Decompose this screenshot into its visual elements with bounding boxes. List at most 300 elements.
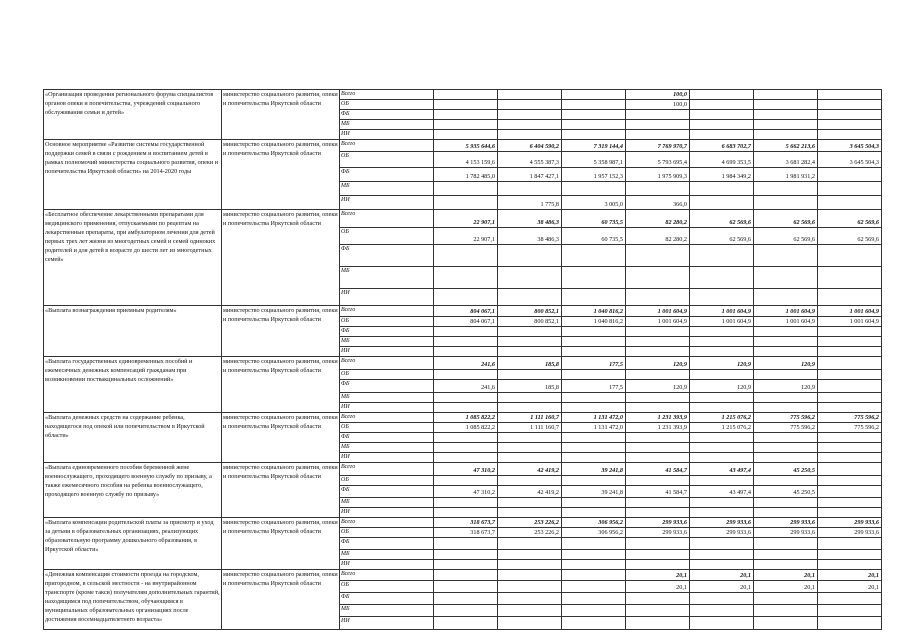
funding-source-cell: Всего <box>340 413 434 423</box>
amount-cell <box>498 443 562 453</box>
funding-source-cell: Всего <box>340 357 434 370</box>
amount-cell <box>754 196 818 210</box>
amount-cell: 185,8 <box>498 380 562 393</box>
amount-cell: 318 673,7 <box>434 518 498 528</box>
amount-cell <box>754 550 818 560</box>
amount-cell <box>818 110 882 120</box>
amount-cell <box>626 327 690 337</box>
amount-cell: 185,8 <box>498 357 562 370</box>
amount-cell: 299 933,6 <box>754 528 818 538</box>
amount-cell <box>562 403 626 413</box>
amount-cell <box>754 498 818 508</box>
amount-cell <box>434 593 498 605</box>
amount-cell <box>498 100 562 110</box>
amount-cell <box>562 498 626 508</box>
funding-source-cell: МБ <box>340 182 434 196</box>
funding-source-cell: ИИ <box>340 289 434 306</box>
amount-cell: 43 497,4 <box>690 486 754 498</box>
amount-cell <box>818 370 882 380</box>
amount-cell: 804 067,1 <box>434 317 498 327</box>
funding-source-cell: Всего <box>340 463 434 476</box>
amount-cell <box>498 267 562 289</box>
amount-cell <box>498 433 562 443</box>
amount-cell <box>754 443 818 453</box>
funding-source-cell: ИИ <box>340 196 434 210</box>
amount-cell: 62 569,6 <box>818 210 882 228</box>
amount-cell <box>818 550 882 560</box>
amount-cell <box>818 267 882 289</box>
amount-cell: 7 769 970,7 <box>626 140 690 152</box>
amount-cell <box>562 476 626 486</box>
amount-cell <box>498 605 562 617</box>
funding-source-cell: ФБ <box>340 593 434 605</box>
amount-cell <box>434 267 498 289</box>
funding-source-cell: Всего <box>340 210 434 228</box>
amount-cell: 1 001 604,9 <box>690 306 754 317</box>
amount-cell: 318 673,7 <box>434 528 498 538</box>
amount-cell <box>562 90 626 100</box>
amount-cell: 299 933,6 <box>626 518 690 528</box>
amount-cell: 120,9 <box>754 357 818 370</box>
amount-cell: 120,9 <box>754 380 818 393</box>
amount-cell: 1 231 393,9 <box>626 423 690 433</box>
amount-cell: 20,1 <box>690 570 754 581</box>
amount-cell <box>690 267 754 289</box>
amount-cell <box>562 245 626 267</box>
amount-cell <box>434 538 498 550</box>
funding-source-cell: ИИ <box>340 508 434 518</box>
amount-cell: 299 933,6 <box>626 528 690 538</box>
amount-cell <box>818 593 882 605</box>
amount-cell: 100,0 <box>626 100 690 110</box>
amount-cell: 20,1 <box>754 570 818 581</box>
amount-cell <box>626 593 690 605</box>
measure-name-cell: «Выплата компенсации родительской платы за присмотр и уход за детьми в образовательных организациях, реализующих образовательную программу дошкольного образования, в Иркутской области» <box>44 518 222 570</box>
amount-cell <box>498 403 562 413</box>
amount-cell: 775 596,2 <box>818 413 882 423</box>
amount-cell <box>626 433 690 443</box>
amount-cell <box>626 403 690 413</box>
amount-cell <box>818 508 882 518</box>
amount-cell <box>434 100 498 110</box>
amount-cell <box>562 267 626 289</box>
amount-cell: 1 847 427,1 <box>498 168 562 182</box>
amount-cell <box>498 393 562 403</box>
funding-source-cell: ИИ <box>340 617 434 630</box>
amount-cell: 3 005,0 <box>562 196 626 210</box>
amount-cell <box>818 130 882 140</box>
amount-cell <box>690 182 754 196</box>
amount-cell <box>690 327 754 337</box>
measure-name-cell: «Выплата государственных единовременных пособий и ежемесячных денежных компенсаций гражданам при возникновении поствакцинальных осложнений» <box>44 357 222 413</box>
amount-cell <box>818 393 882 403</box>
amount-cell <box>562 443 626 453</box>
amount-cell: 299 933,6 <box>754 518 818 528</box>
funding-source-cell: МБ <box>340 605 434 617</box>
funding-source-cell: ОБ <box>340 581 434 593</box>
funding-source-cell: ФБ <box>340 538 434 550</box>
table-row-total <box>44 570 882 581</box>
amount-cell <box>562 370 626 380</box>
amount-cell <box>818 380 882 393</box>
amount-cell <box>434 617 498 630</box>
amount-cell <box>562 560 626 570</box>
amount-cell <box>626 393 690 403</box>
amount-cell <box>562 110 626 120</box>
funding-source-cell: ФБ <box>340 433 434 443</box>
amount-cell <box>434 605 498 617</box>
amount-cell <box>498 570 562 581</box>
table-row-total <box>44 90 882 100</box>
amount-cell: 1 231 393,9 <box>626 413 690 423</box>
amount-cell <box>690 337 754 347</box>
table-row-total <box>44 140 882 152</box>
amount-cell <box>818 120 882 130</box>
funding-source-cell: ОБ <box>340 228 434 245</box>
amount-cell <box>818 245 882 267</box>
funding-source-cell: МБ <box>340 443 434 453</box>
amount-cell <box>754 347 818 357</box>
amount-cell <box>434 443 498 453</box>
amount-cell <box>434 327 498 337</box>
amount-cell <box>434 289 498 306</box>
amount-cell <box>690 370 754 380</box>
amount-cell <box>818 100 882 110</box>
amount-cell <box>626 337 690 347</box>
amount-cell: 6 404 590,2 <box>498 140 562 152</box>
amount-cell <box>562 550 626 560</box>
amount-cell: 1 775,8 <box>498 196 562 210</box>
amount-cell <box>498 120 562 130</box>
amount-cell: 1 975 909,3 <box>626 168 690 182</box>
amount-cell: 20,1 <box>626 581 690 593</box>
amount-cell <box>562 182 626 196</box>
amount-cell <box>562 393 626 403</box>
amount-cell <box>754 90 818 100</box>
amount-cell <box>498 182 562 196</box>
amount-cell <box>626 476 690 486</box>
measure-name-cell: «Выплата единовременного пособия беременной жене военнослужащего, проходящего военную службу по призыву, а также ежемесячного пособия на ребенка военнослужащего, проходящего военную службу по призыву» <box>44 463 222 518</box>
amount-cell: 1 040 816,2 <box>562 317 626 327</box>
amount-cell: 60 735,5 <box>562 210 626 228</box>
amount-cell <box>626 370 690 380</box>
amount-cell: 38 486,3 <box>498 210 562 228</box>
amount-cell <box>434 130 498 140</box>
amount-cell <box>626 130 690 140</box>
amount-cell <box>498 550 562 560</box>
amount-cell: 38 486,3 <box>498 228 562 245</box>
amount-cell <box>434 393 498 403</box>
funding-source-cell: ОБ <box>340 423 434 433</box>
amount-cell <box>754 337 818 347</box>
executor-cell: министерство социального развития, опеки и попечительства Иркутской области <box>222 306 340 357</box>
funding-source-cell: ФБ <box>340 110 434 120</box>
amount-cell: 82 280,2 <box>626 228 690 245</box>
amount-cell: 804 067,1 <box>434 306 498 317</box>
amount-cell: 120,9 <box>626 380 690 393</box>
amount-cell <box>818 463 882 476</box>
amount-cell: 3 681 282,4 <box>754 152 818 168</box>
amount-cell <box>498 370 562 380</box>
amount-cell <box>754 327 818 337</box>
amount-cell <box>434 560 498 570</box>
amount-cell: 241,6 <box>434 380 498 393</box>
amount-cell: 39 241,8 <box>562 486 626 498</box>
amount-cell <box>690 443 754 453</box>
executor-cell: министерство социального развития, опеки и попечительства Иркутской области <box>222 463 340 518</box>
funding-source-cell: ФБ <box>340 245 434 267</box>
amount-cell <box>626 347 690 357</box>
amount-cell <box>626 120 690 130</box>
amount-cell <box>690 508 754 518</box>
amount-cell <box>562 570 626 581</box>
amount-cell: 3 645 504,3 <box>818 140 882 152</box>
amount-cell <box>690 498 754 508</box>
executor-cell: министерство социального развития, опеки и попечительства Иркутской области <box>222 518 340 570</box>
amount-cell <box>754 538 818 550</box>
amount-cell: 7 319 144,4 <box>562 140 626 152</box>
amount-cell <box>690 100 754 110</box>
measure-name-cell: «Бесплатное обеспечение лекарственными препаратами для медицинского применения, отпускаемыми по рецептам на лекарственные препараты, при амбулаторном лечении для детей первых трех лет жизни из многодетных семей и семей одиноких родителей и для детей в возрасте до шести лет из многодетных семей» <box>44 210 222 306</box>
amount-cell <box>818 560 882 570</box>
amount-cell <box>690 593 754 605</box>
amount-cell: 800 852,1 <box>498 317 562 327</box>
amount-cell: 775 596,2 <box>754 413 818 423</box>
amount-cell <box>754 100 818 110</box>
amount-cell: 5 662 213,6 <box>754 140 818 152</box>
amount-cell: 62 569,6 <box>754 228 818 245</box>
amount-cell <box>818 168 882 182</box>
amount-cell <box>498 498 562 508</box>
amount-cell: 41 584,7 <box>626 486 690 498</box>
amount-cell <box>498 90 562 100</box>
amount-cell: 120,9 <box>690 357 754 370</box>
funding-source-cell: Всего <box>340 90 434 100</box>
amount-cell <box>434 453 498 463</box>
amount-cell <box>690 617 754 630</box>
amount-cell <box>562 605 626 617</box>
amount-cell: 1 040 816,2 <box>562 306 626 317</box>
funding-source-cell: МБ <box>340 120 434 130</box>
amount-cell: 241,6 <box>434 357 498 370</box>
funding-source-cell: Всего <box>340 570 434 581</box>
amount-cell <box>626 560 690 570</box>
amount-cell <box>754 508 818 518</box>
amount-cell: 366,0 <box>626 196 690 210</box>
funding-source-cell: ОБ <box>340 528 434 538</box>
amount-cell: 1 001 604,9 <box>690 317 754 327</box>
amount-cell: 1 782 485,0 <box>434 168 498 182</box>
amount-cell <box>626 498 690 508</box>
amount-cell: 60 735,5 <box>562 228 626 245</box>
amount-cell <box>690 605 754 617</box>
executor-cell: министерство социального развития, опеки и попечительства Иркутской области <box>222 210 340 306</box>
amount-cell <box>754 605 818 617</box>
funding-source-cell: ФБ <box>340 486 434 498</box>
executor-cell: министерство социального развития, опеки и попечительства Иркутской области <box>222 570 340 630</box>
amount-cell <box>626 453 690 463</box>
amount-cell: 3 645 504,3 <box>818 152 882 168</box>
amount-cell <box>690 393 754 403</box>
amount-cell <box>498 593 562 605</box>
amount-cell: 22 907,1 <box>434 210 498 228</box>
amount-cell: 1 957 152,3 <box>562 168 626 182</box>
amount-cell <box>754 182 818 196</box>
amount-cell <box>626 508 690 518</box>
amount-cell <box>690 403 754 413</box>
amount-cell: 100,0 <box>626 90 690 100</box>
budget-table <box>43 89 882 630</box>
funding-source-cell: МБ <box>340 267 434 289</box>
amount-cell <box>818 90 882 100</box>
amount-cell: 39 241,8 <box>562 463 626 476</box>
amount-cell <box>690 130 754 140</box>
amount-cell: 62 569,6 <box>754 210 818 228</box>
amount-cell <box>498 560 562 570</box>
amount-cell <box>818 476 882 486</box>
amount-cell <box>434 347 498 357</box>
measure-name-cell: «Выплата вознаграждения приемным родителям» <box>44 306 222 357</box>
amount-cell: 299 933,6 <box>818 518 882 528</box>
funding-source-cell: ИИ <box>340 347 434 357</box>
funding-source-cell: ОБ <box>340 476 434 486</box>
amount-cell: 1 981 931,2 <box>754 168 818 182</box>
amount-cell <box>690 110 754 120</box>
amount-cell: 20,1 <box>754 581 818 593</box>
amount-cell <box>434 90 498 100</box>
amount-cell <box>434 508 498 518</box>
amount-cell <box>434 370 498 380</box>
amount-cell <box>690 120 754 130</box>
amount-cell <box>818 403 882 413</box>
amount-cell <box>434 476 498 486</box>
amount-cell: 47 310,2 <box>434 463 498 476</box>
funding-source-cell: МБ <box>340 550 434 560</box>
amount-cell: 62 569,6 <box>690 210 754 228</box>
amount-cell <box>754 289 818 306</box>
amount-cell: 4 153 159,6 <box>434 152 498 168</box>
amount-cell <box>498 289 562 306</box>
amount-cell <box>818 443 882 453</box>
amount-cell <box>818 605 882 617</box>
amount-cell <box>626 245 690 267</box>
amount-cell: 43 497,4 <box>690 463 754 476</box>
amount-cell: 45 250,5 <box>754 486 818 498</box>
amount-cell: 4 555 387,3 <box>498 152 562 168</box>
amount-cell: 1 111 160,7 <box>498 423 562 433</box>
amount-cell: 42 419,2 <box>498 486 562 498</box>
measure-name-cell: Основное мероприятие «Развитие системы государственной поддержки семей в связи с рождением и воспитанием детей в рамках полномочий министерства социального развития, опеки и попечительства Иркутской области» на 2014-2020 годы <box>44 140 222 210</box>
amount-cell <box>562 581 626 593</box>
amount-cell <box>754 593 818 605</box>
amount-cell <box>498 617 562 630</box>
amount-cell <box>754 110 818 120</box>
amount-cell <box>818 289 882 306</box>
amount-cell: 82 280,2 <box>626 210 690 228</box>
amount-cell: 20,1 <box>690 581 754 593</box>
amount-cell <box>626 443 690 453</box>
amount-cell <box>690 245 754 267</box>
amount-cell <box>754 370 818 380</box>
amount-cell <box>626 267 690 289</box>
funding-source-cell: МБ <box>340 498 434 508</box>
funding-source-cell: ОБ <box>340 152 434 168</box>
amount-cell: 6 683 702,7 <box>690 140 754 152</box>
amount-cell: 800 852,1 <box>498 306 562 317</box>
amount-cell <box>434 581 498 593</box>
amount-cell: 1 111 160,7 <box>498 413 562 423</box>
amount-cell <box>754 453 818 463</box>
amount-cell <box>498 327 562 337</box>
amount-cell <box>818 617 882 630</box>
amount-cell: 62 569,6 <box>690 228 754 245</box>
amount-cell <box>754 617 818 630</box>
measure-name-cell: «Выплата денежных средств на содержание ребенка, находящегося под опекой или попечительством в Иркутской области» <box>44 413 222 463</box>
table-row-total <box>44 357 882 370</box>
amount-cell <box>562 100 626 110</box>
amount-cell <box>690 289 754 306</box>
amount-cell: 299 933,6 <box>818 528 882 538</box>
amount-cell <box>690 196 754 210</box>
amount-cell: 1 085 822,2 <box>434 423 498 433</box>
amount-cell <box>434 182 498 196</box>
amount-cell: 120,9 <box>626 357 690 370</box>
executor-cell: министерство социального развития, опеки и попечительства Иркутской области <box>222 357 340 413</box>
amount-cell: 20,1 <box>818 570 882 581</box>
funding-source-cell: ОБ <box>340 317 434 327</box>
amount-cell <box>434 245 498 267</box>
amount-cell <box>562 433 626 443</box>
measure-name-cell: «Денежная компенсация стоимости проезда на городском, пригородном, в сельской местности - на внутрирайонном транспорте (кроме такси) получателям дополнительных гарантий, находящимся под попечительством, обучающимся в муниципальных образовательных организациях после достижения восемнадцатилетнего возраста» <box>44 570 222 630</box>
amount-cell: 177,5 <box>562 380 626 393</box>
amount-cell <box>562 337 626 347</box>
amount-cell: 775 596,2 <box>754 423 818 433</box>
amount-cell <box>690 476 754 486</box>
amount-cell <box>498 337 562 347</box>
amount-cell <box>562 593 626 605</box>
amount-cell: 306 956,2 <box>562 528 626 538</box>
amount-cell <box>626 605 690 617</box>
amount-cell <box>754 267 818 289</box>
amount-cell: 120,9 <box>690 380 754 393</box>
amount-cell: 1 984 349,2 <box>690 168 754 182</box>
amount-cell: 1 131 472,0 <box>562 423 626 433</box>
amount-cell: 5 358 987,1 <box>562 152 626 168</box>
amount-cell <box>690 550 754 560</box>
amount-cell <box>818 337 882 347</box>
amount-cell <box>626 110 690 120</box>
amount-cell <box>434 403 498 413</box>
funding-source-cell: ИИ <box>340 453 434 463</box>
amount-cell: 253 226,2 <box>498 518 562 528</box>
amount-cell <box>434 498 498 508</box>
amount-cell <box>690 90 754 100</box>
executor-cell: министерство социального развития, опеки и попечительства Иркутской области <box>222 140 340 210</box>
amount-cell: 177,5 <box>562 357 626 370</box>
amount-cell: 4 699 353,5 <box>690 152 754 168</box>
amount-cell: 5 793 695,4 <box>626 152 690 168</box>
amount-cell <box>818 433 882 443</box>
amount-cell <box>818 182 882 196</box>
amount-cell: 62 569,6 <box>818 228 882 245</box>
funding-source-cell: ОБ <box>340 100 434 110</box>
amount-cell: 1 085 822,2 <box>434 413 498 423</box>
amount-cell <box>562 347 626 357</box>
amount-cell <box>626 289 690 306</box>
amount-cell <box>818 357 882 370</box>
amount-cell: 1 215 076,2 <box>690 413 754 423</box>
amount-cell: 47 310,2 <box>434 486 498 498</box>
